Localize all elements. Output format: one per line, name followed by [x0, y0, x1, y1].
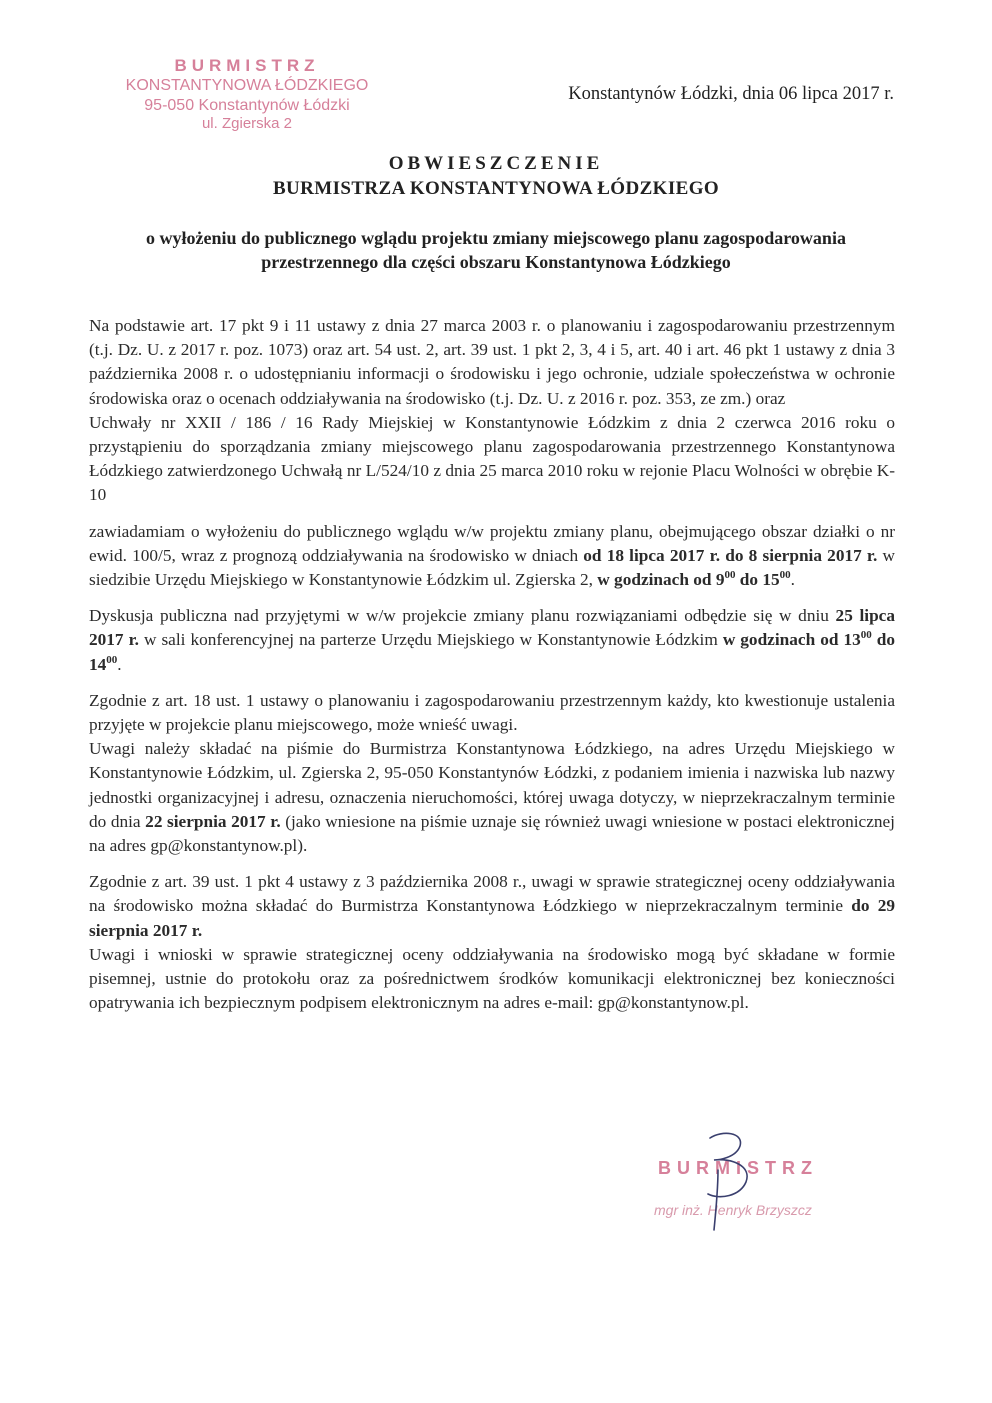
- handwritten-signature: [652, 1130, 882, 1240]
- paragraph-notice: zawiadamiam o wyłożeniu do publicznego wglądu w/w projektu zmiany planu, obejmującego obszar działki o nr ewid. 100/5, wraz z prognozą oddziaływania na środowisko w dniach od 18 lipca 2017 r. do 8 sierpnia 2017 r. w siedzibie Urzędu Miejskiego w Konstantynowie Łódzkim ul. Zgierska 2, w godzinach od $9^{00}$ do $15^{00}$.: [89, 521, 896, 590]
- assessment-deadline: do 29 sierpnia 2017 r.: [89, 896, 896, 940]
- signature-stamp-name: mgr inż. Henryk Brzyszcz: [654, 1202, 812, 1218]
- stamp-line-4: ul. Zgierska 2: [201, 114, 293, 132]
- title-line-2: BURMISTRZA KONSTANTYNOWA ŁÓDZKIEGO: [272, 177, 720, 199]
- paragraph-discussion: Dyskusja publiczna nad przyjętymi w w/w projekcie zmiany planu rozwiązaniami odbędzie się w dniu 25 lipca 2017 r. w sali konferencyjnej na parterze Urzędu Miejskiego w Konstantynowie Łódzkim w godzinach od $13^{00}$ do $14^{00}$.: [89, 606, 895, 674]
- paragraph-resolution: Uchwały nr XXII / 186 / 16 Rady Miejskiej w Konstantynowie Łódzkim z dnia 2 czerwca 2016 roku o przystąpieniu do sporządzania zmiany miejscowego planu zagospodarowania przestrzennego Konstantynowa Łódzkiego zatwierdzonego Uchwałą nr L/524/10 z dnia 25 marca 2010 roku w rejonie Placu Wolności w obrębie K-10: [89, 412, 895, 505]
- notice-text: zawiadamiam o wyłożeniu do publicznego wglądu w/w projektu zmiany planu, obejmującego obszar działki o nr ewid. 100/5, wraz z prognozą oddziaływania na środowisko w dniach: [89, 521, 895, 565]
- document-date: Konstantynów Łódzki, dnia 06 lipca 2017 r.: [568, 84, 894, 104]
- title-line-1: OBWIESZCZENIE: [388, 153, 604, 174]
- discussion-date: 25 lipca 2017 r.: [89, 606, 895, 650]
- office-stamp: [112, 56, 382, 133]
- document-title: [0, 152, 992, 201]
- stamp-line-3: 95-050 Konstantynów Łódzki: [144, 96, 350, 114]
- notice-hours: w godzinach od $9^{00}$ do $15^{00}$: [597, 569, 791, 590]
- paragraph-right-to-comment: Zgodnie z art. 18 ust. 1 ustawy o planowaniu i zagospodarowaniu przestrzennym każdy, kto kwestionuje ustalenia przyjęte w projekcie planu miejscowego, może wnieść uwagi.: [89, 690, 895, 735]
- discussion-text: Dyskusja publiczna nad przyjętymi w w/w projekcie zmiany planu rozwiązaniami odbędzie się w dniu: [89, 606, 836, 626]
- document-subject: o wyłożeniu do publicznego wglądu projektu zmiany miejscowego planu zagospodarowania przestrzennego dla części obszaru Konstantynowa Łódzkiego: [146, 228, 846, 272]
- comment-deadline: 22 sierpnia 2017 r.: [145, 811, 281, 831]
- notice-location: w siedzibie Urzędu Miejskiego w Konstantynowie Łódzkim ul. Zgierska 2,: [89, 545, 896, 590]
- paragraph-environment-assessment: Zgodnie z art. 39 ust. 1 pkt 4 ustawy z 3 października 2008 r., uwagi w sprawie strategicznej oceny oddziaływania na środowisko można składać do Burmistrza Konstantynowa Łódzkiego w nieprzekraczalnym terminie do 29 sierpnia 2017 r.: [89, 872, 896, 940]
- discussion-location: w sali konferencyjnej na parterze Urzędu Miejskiego w Konstantynowie Łódzkim: [138, 630, 723, 650]
- signature-stamp-label: BURMISTRZ: [658, 1158, 818, 1178]
- discussion-hours: w godzinach od $13^{00}$ do $14^{00}$: [89, 629, 895, 674]
- document-body: [89, 314, 895, 1015]
- paragraph-legal-basis: Na podstawie art. 17 pkt 9 i 11 ustawy z dnia 27 marca 2003 r. o planowaniu i zagospodarowaniu przestrzennym (t.j. Dz. U. z 2017 r. poz. 1073) oraz art. 54 ust. 2, art. 39 ust. 1 pkt 2, 3, 4 i 5, art. 40 i art. 46 pkt 1 ustawy z dnia 3 października 2008 r. o udostępnianiu informacji o środowisku i jego ochronie, udziale społeczeństwa w ochronie środowiska oraz o ocenach oddziaływania na środowisko (t.j. Dz. U. z 2016 r. poz. 353, ze zm.) oraz: [89, 316, 895, 408]
- notice-dates: od 18 lipca 2017 r. do 8 sierpnia 2017 r.: [583, 545, 878, 565]
- signature-stamp: [652, 1130, 882, 1240]
- paragraph-comment-instructions: Uwagi należy składać na piśmie do Burmistrza Konstantynowa Łódzkiego, na adres Urzędu Miejskiego w Konstantynowie Łódzkim, ul. Zgierska 2, 95-050 Konstantynów Łódzki, z podaniem imienia i nazwiska lub nazwy jednostki organizacyjnej i adresu, oznaczenia nieruchomości, której uwaga dotyczy, w nieprzekraczalnym terminie do dnia 22 sierpnia 2017 r. (jako wniesione na piśmie uznaje się również uwagi wniesione w postaci elektronicznej na adres gp@konstantynow.pl).: [89, 739, 895, 856]
- paragraph-environment-submission: Uwagi i wnioski w sprawie strategicznej oceny oddziaływania na środowisko mogą być składane w formie pisemnej, ustnie do protokołu oraz za pośrednictwem środków komunikacji elektronicznej bez konieczności opatrywania ich bezpiecznym podpisem elektronicznym na adres e-mail: gp@konstantynow.pl.: [89, 944, 895, 1013]
- stamp-line-2: KONSTANTYNOWA ŁÓDZKIEGO: [125, 77, 369, 95]
- stamp-line-1: BURMISTRZ: [174, 56, 320, 75]
